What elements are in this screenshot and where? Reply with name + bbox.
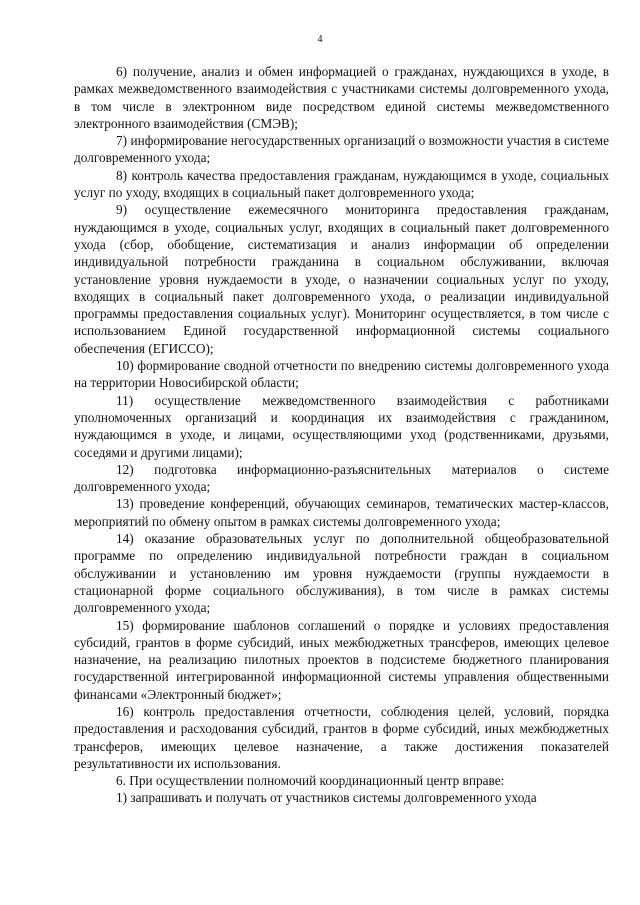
paragraph-item-15: 15) формирование шаблонов соглашений о порядке и условиях предоставления субсидий, грантов в форме субсидий, иных межбюджетных трансферов, имеющих целевое назначение, на реализацию пилотных проектов в подсистеме бюджетного планирования государственной интегрированной информационной системы управления общественными финансами «Электронный бюджет»; <box>74 617 609 702</box>
paragraph-item-7: 7) информирование негосударственных организаций о возможности участия в системе долговременного ухода; <box>74 133 609 166</box>
paragraph-item-13: 13) проведение конференций, обучающих семинаров, тематических мастер-классов, мероприятий по обмену опытом в рамках системы долговременного ухода; <box>74 496 609 529</box>
paragraph-item-9: 9) осуществление ежемесячного мониторинга предоставления гражданам, нуждающимся в уходе, социальных услуг, входящих в социальный пакет долговременного ухода (сбор, обобщение, систематизация и анализ информации об определении индивидуальной потребности гражданина в социальном обслуживании, включая установление уровня нуждаемости в уходе, о назначении социальных услуг по уходу, входящих в социальный пакет долговременного ухода, о реализации индивидуальной программы предоставления социальных услуг). Мониторинг осуществляется, в том числе с использованием Единой государственной информационной системы социального обеспечения (ЕГИССО); <box>74 202 609 356</box>
paragraph-item-16: 16) контроль предоставления отчетности, соблюдения целей, условий, порядка предоставления и расходования субсидий, грантов в форме субсидий, иных межбюджетных трансферов, имеющих целевое назначение, а также достижения показателей результативности их использования. <box>74 703 609 771</box>
page-number: 4 <box>317 34 323 45</box>
paragraph-item-10: 10) формирование сводной отчетности по внедрению системы долговременного ухода на территории Новосибирской области; <box>74 358 609 391</box>
document-body <box>74 63 609 807</box>
section-6-heading: 6. При осуществлении полномочий координационный центр вправе: <box>116 773 505 789</box>
paragraph-item-6: 6) получение, анализ и обмен информацией о гражданах, нуждающихся в уходе, в рамках межведомственного взаимодействия с участниками системы долговременного ухода, в том числе в электронном виде посредством единой системы межведомственного электронного взаимодействия (СМЭВ); <box>74 64 609 131</box>
paragraph-item-12: 12) подготовка информационно-разъяснительных материалов о системе долговременного ухода; <box>74 461 609 495</box>
paragraph-6-item-1: 1) запрашивать и получать от участников системы долговременного ухода <box>116 790 537 806</box>
paragraph-item-8: 8) контроль качества предоставления гражданам, нуждающимся в уходе, социальных услуг по уходу, входящих в социальный пакет долговременного ухода; <box>74 167 609 201</box>
paragraph-item-14: 14) оказание образовательных услуг по дополнительной общеобразовательной программе по определению индивидуальной потребности граждан в социальном обслуживании и установлению им уровня нуждаемости (группы нуждаемости в стационарной форме социального обслуживания), в том числе в рамках системы долговременного ухода; <box>74 531 609 616</box>
paragraph-item-11: 11) осуществление межведомственного взаимодействия с работниками уполномоченных организаций и координация их взаимодействия с гражданином, нуждающимся в уходе, и лицами, осуществляющими уход (родственниками, друзьями, соседями и другими лицами); <box>74 392 609 460</box>
